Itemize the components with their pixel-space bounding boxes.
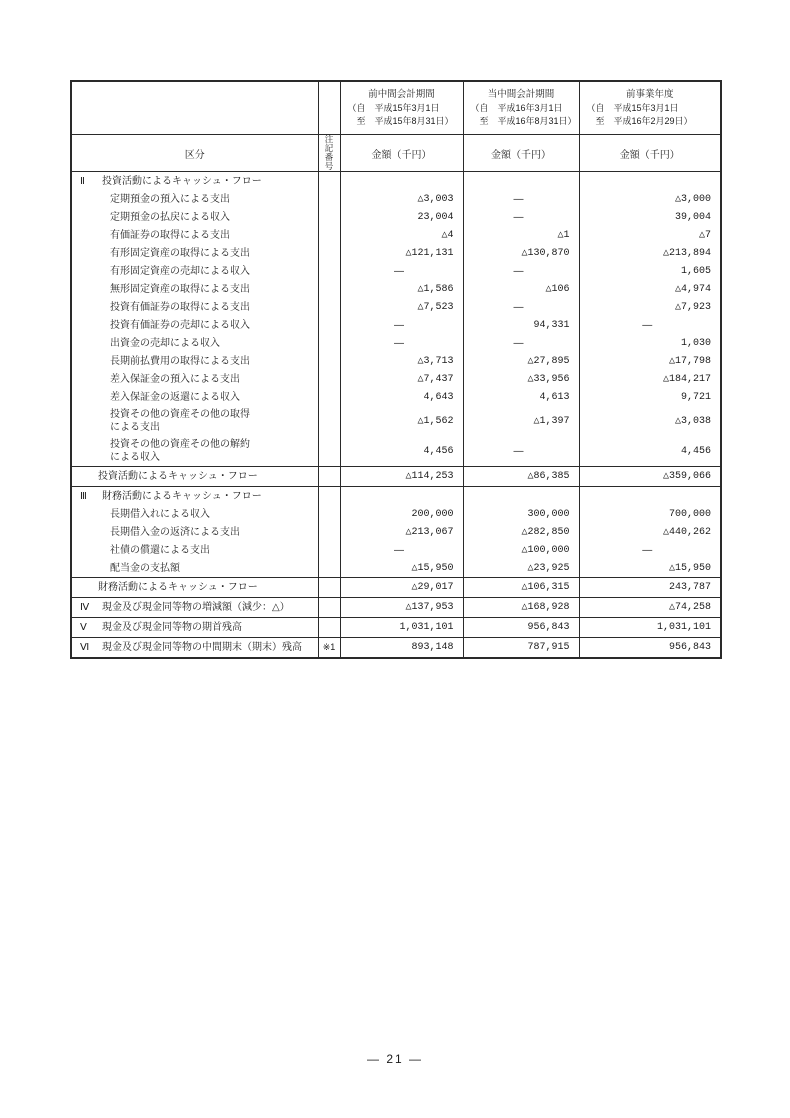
cell-category bbox=[71, 172, 318, 191]
cell-amount-period-2: — bbox=[463, 190, 579, 208]
cell-category bbox=[71, 388, 318, 406]
table-row bbox=[71, 172, 721, 191]
cell-note-number bbox=[318, 226, 340, 244]
cell-amount-period-3: 1,605 bbox=[579, 262, 721, 280]
row-label: 長期前払費用の取得による支出 bbox=[110, 355, 250, 367]
header-spacer-category bbox=[71, 81, 318, 135]
row-label-line2: による支出 bbox=[110, 422, 160, 433]
cell-category bbox=[71, 280, 318, 298]
cell-note-number bbox=[318, 523, 340, 541]
cell-note-number bbox=[318, 298, 340, 316]
table-row bbox=[71, 244, 721, 262]
cell-note-number bbox=[318, 559, 340, 578]
cell-amount-period-1: 4,456 bbox=[340, 436, 463, 467]
cell-category bbox=[71, 406, 318, 436]
row-label: 投資有価証券の売却による収入 bbox=[110, 319, 250, 331]
cell-amount-period-1: — bbox=[340, 262, 463, 280]
table-row bbox=[71, 316, 721, 334]
cell-amount-period-3: △3,038 bbox=[579, 406, 721, 436]
cell-category bbox=[71, 541, 318, 559]
table-row bbox=[71, 436, 721, 467]
cell-amount-period-2: △1 bbox=[463, 226, 579, 244]
cell-category bbox=[71, 370, 318, 388]
cell-amount-period-3: △7 bbox=[579, 226, 721, 244]
cell-category bbox=[71, 523, 318, 541]
cell-note-number bbox=[318, 467, 340, 487]
cell-amount-period-2: 94,331 bbox=[463, 316, 579, 334]
cell-amount-period-3: 1,030 bbox=[579, 334, 721, 352]
cell-amount-period-1: △4 bbox=[340, 226, 463, 244]
cell-amount-period-3: 4,456 bbox=[579, 436, 721, 467]
row-label: 投資活動によるキャッシュ・フロー bbox=[98, 471, 258, 482]
section-numeral: Ⅵ bbox=[80, 642, 90, 653]
cell-category bbox=[71, 262, 318, 280]
cell-category bbox=[71, 208, 318, 226]
cell-amount-period-1: △1,586 bbox=[340, 280, 463, 298]
cell-amount-period-1: △7,437 bbox=[340, 370, 463, 388]
row-label: 差入保証金の預入による支出 bbox=[110, 373, 240, 385]
period-header-prev-interim bbox=[340, 81, 463, 135]
cell-amount-period-2 bbox=[463, 487, 579, 506]
cell-category bbox=[71, 487, 318, 506]
cell-note-number bbox=[318, 578, 340, 598]
row-label: 投資活動によるキャッシュ・フロー bbox=[102, 175, 262, 187]
period-title: 前事業年度 bbox=[625, 89, 674, 100]
row-label: 社債の償還による支出 bbox=[110, 544, 210, 556]
cell-amount-period-2: △168,928 bbox=[463, 598, 579, 618]
cell-amount-period-2: — bbox=[463, 436, 579, 467]
section-numeral: Ⅴ bbox=[80, 622, 87, 633]
table-row bbox=[71, 388, 721, 406]
cell-amount-period-2: — bbox=[463, 298, 579, 316]
cell-amount-period-1: 893,148 bbox=[340, 638, 463, 659]
cell-amount-period-3: △7,923 bbox=[579, 298, 721, 316]
cell-amount-period-1: △213,067 bbox=[340, 523, 463, 541]
amount-column-header-1: 金額（千円） bbox=[340, 135, 463, 172]
row-label: 投資その他の資産その他の取得 による支出 bbox=[110, 409, 250, 433]
cell-amount-period-2 bbox=[463, 172, 579, 191]
note-label-line1: 注記 bbox=[324, 134, 334, 153]
cell-amount-period-2: — bbox=[463, 262, 579, 280]
cell-amount-period-2: 4,613 bbox=[463, 388, 579, 406]
period-from: （自 平成16年3月1日 bbox=[470, 103, 563, 113]
cell-amount-period-2: △27,895 bbox=[463, 352, 579, 370]
period-header-prev-fiscal-year bbox=[579, 81, 721, 135]
period-header-current-interim bbox=[463, 81, 579, 135]
cell-amount-period-1: △15,950 bbox=[340, 559, 463, 578]
cell-note-number bbox=[318, 505, 340, 523]
cell-amount-period-2: △106,315 bbox=[463, 578, 579, 598]
cell-category bbox=[71, 436, 318, 467]
row-label: 無形固定資産の取得による支出 bbox=[110, 283, 250, 295]
cell-note-number bbox=[318, 487, 340, 506]
cell-amount-period-2: 300,000 bbox=[463, 505, 579, 523]
period-title: 前中間会計期間 bbox=[368, 89, 435, 100]
category-column-header: 区分 bbox=[71, 135, 318, 172]
table-row bbox=[71, 334, 721, 352]
cell-amount-period-3: 956,843 bbox=[579, 638, 721, 659]
table-row bbox=[71, 505, 721, 523]
note-number-column-header bbox=[318, 135, 340, 172]
table-body bbox=[71, 172, 721, 659]
row-label: 長期借入れによる収入 bbox=[110, 508, 210, 520]
cell-note-number bbox=[318, 352, 340, 370]
amount-column-header-3: 金額（千円） bbox=[579, 135, 721, 172]
cell-category bbox=[71, 244, 318, 262]
row-label: 出資金の売却による収入 bbox=[110, 337, 220, 349]
cell-amount-period-1: △137,953 bbox=[340, 598, 463, 618]
cell-amount-period-2: △100,000 bbox=[463, 541, 579, 559]
row-label: 現金及び現金同等物の中間期末（期末）残高 bbox=[102, 642, 302, 653]
cell-amount-period-3: △213,894 bbox=[579, 244, 721, 262]
cell-category bbox=[71, 598, 318, 618]
cell-amount-period-3: 9,721 bbox=[579, 388, 721, 406]
table-row bbox=[71, 559, 721, 578]
table-row bbox=[71, 208, 721, 226]
row-label: 投資その他の資産その他の解約 による収入 bbox=[110, 439, 250, 463]
row-label: 差入保証金の返還による収入 bbox=[110, 391, 240, 403]
table-row bbox=[71, 226, 721, 244]
table-row bbox=[71, 598, 721, 618]
table-row bbox=[71, 578, 721, 598]
cell-amount-period-1: 23,004 bbox=[340, 208, 463, 226]
cell-amount-period-1: △114,253 bbox=[340, 467, 463, 487]
table-row bbox=[71, 298, 721, 316]
cell-amount-period-1: △121,131 bbox=[340, 244, 463, 262]
cell-note-number bbox=[318, 618, 340, 638]
cell-amount-period-1: △7,523 bbox=[340, 298, 463, 316]
period-title: 当中間会計期間 bbox=[487, 89, 555, 100]
section-numeral: Ⅱ bbox=[80, 175, 85, 187]
cell-amount-period-2: △282,850 bbox=[463, 523, 579, 541]
cell-category bbox=[71, 334, 318, 352]
cash-flow-statement-table bbox=[70, 80, 722, 659]
page-number: — 21 — bbox=[366, 1052, 423, 1066]
row-label: 投資有価証券の取得による支出 bbox=[110, 301, 250, 313]
table-row bbox=[71, 638, 721, 659]
section-numeral: Ⅳ bbox=[80, 602, 90, 613]
table-row bbox=[71, 262, 721, 280]
cell-category bbox=[71, 618, 318, 638]
cell-note-number bbox=[318, 190, 340, 208]
cell-category bbox=[71, 352, 318, 370]
row-label: 長期借入金の返済による支出 bbox=[110, 526, 240, 538]
row-label: 有価証券の取得による支出 bbox=[110, 229, 230, 241]
table-row bbox=[71, 467, 721, 487]
cell-amount-period-3: △440,262 bbox=[579, 523, 721, 541]
cell-amount-period-3: 1,031,101 bbox=[579, 618, 721, 638]
cell-amount-period-1: △1,562 bbox=[340, 406, 463, 436]
section-numeral: Ⅲ bbox=[80, 490, 87, 502]
cell-category bbox=[71, 190, 318, 208]
cell-category bbox=[71, 505, 318, 523]
period-from: （自 平成15年3月1日 bbox=[586, 103, 679, 113]
cell-amount-period-1 bbox=[340, 172, 463, 191]
cell-category bbox=[71, 467, 318, 487]
table-row bbox=[71, 190, 721, 208]
period-to: 至 平成15年8月31日） bbox=[347, 116, 454, 126]
period-to: 至 平成16年2月29日） bbox=[586, 116, 693, 126]
table-row bbox=[71, 541, 721, 559]
cell-category bbox=[71, 559, 318, 578]
row-label: 財務活動によるキャッシュ・フロー bbox=[102, 490, 262, 502]
cell-amount-period-2: △33,956 bbox=[463, 370, 579, 388]
cell-amount-period-3 bbox=[579, 172, 721, 191]
cell-amount-period-1: 1,031,101 bbox=[340, 618, 463, 638]
cell-amount-period-2: △130,870 bbox=[463, 244, 579, 262]
table-row bbox=[71, 618, 721, 638]
cell-note-number bbox=[318, 406, 340, 436]
cell-amount-period-3: △359,066 bbox=[579, 467, 721, 487]
cell-amount-period-3: △17,798 bbox=[579, 352, 721, 370]
cell-amount-period-3: — bbox=[579, 316, 721, 334]
cell-note-number: ※1 bbox=[318, 638, 340, 659]
cell-amount-period-3: △15,950 bbox=[579, 559, 721, 578]
period-header-row bbox=[71, 81, 721, 135]
cell-amount-period-1: △29,017 bbox=[340, 578, 463, 598]
cell-category bbox=[71, 226, 318, 244]
cell-amount-period-2: △1,397 bbox=[463, 406, 579, 436]
row-label: 有形固定資産の売却による収入 bbox=[110, 265, 250, 277]
row-label: 現金及び現金同等物の増減額（減少：△） bbox=[102, 602, 290, 613]
row-label: 配当金の支払額 bbox=[110, 562, 180, 574]
cell-amount-period-2: △106 bbox=[463, 280, 579, 298]
cell-category bbox=[71, 638, 318, 659]
cell-category bbox=[71, 316, 318, 334]
cell-amount-period-2: △86,385 bbox=[463, 467, 579, 487]
cell-amount-period-1: △3,713 bbox=[340, 352, 463, 370]
cell-note-number bbox=[318, 388, 340, 406]
cell-amount-period-3: 39,004 bbox=[579, 208, 721, 226]
cell-amount-period-2: — bbox=[463, 334, 579, 352]
cell-amount-period-1: △3,003 bbox=[340, 190, 463, 208]
cell-amount-period-3: — bbox=[579, 541, 721, 559]
cell-amount-period-2: 787,915 bbox=[463, 638, 579, 659]
cell-amount-period-2: — bbox=[463, 208, 579, 226]
cell-note-number bbox=[318, 172, 340, 191]
cell-amount-period-1: — bbox=[340, 334, 463, 352]
cell-note-number bbox=[318, 436, 340, 467]
row-label: 有形固定資産の取得による支出 bbox=[110, 247, 250, 259]
row-label: 定期預金の払戻による収入 bbox=[110, 211, 230, 223]
cell-category bbox=[71, 578, 318, 598]
row-label-line2: による収入 bbox=[110, 452, 160, 463]
cell-note-number bbox=[318, 316, 340, 334]
table-row bbox=[71, 352, 721, 370]
cell-amount-period-1 bbox=[340, 487, 463, 506]
cell-amount-period-3: 243,787 bbox=[579, 578, 721, 598]
cell-note-number bbox=[318, 334, 340, 352]
amount-column-header-2: 金額（千円） bbox=[463, 135, 579, 172]
row-label: 現金及び現金同等物の期首残高 bbox=[102, 622, 242, 633]
cell-amount-period-1: — bbox=[340, 541, 463, 559]
cell-amount-period-1: 4,643 bbox=[340, 388, 463, 406]
table-row bbox=[71, 487, 721, 506]
cell-note-number bbox=[318, 370, 340, 388]
cell-amount-period-1: 200,000 bbox=[340, 505, 463, 523]
cell-amount-period-2: △23,925 bbox=[463, 559, 579, 578]
cell-note-number bbox=[318, 244, 340, 262]
cell-note-number bbox=[318, 598, 340, 618]
period-from: （自 平成15年3月1日 bbox=[347, 103, 440, 113]
column-label-row bbox=[71, 135, 721, 172]
cell-note-number bbox=[318, 208, 340, 226]
row-label: 定期預金の預入による支出 bbox=[110, 193, 230, 205]
cell-note-number bbox=[318, 262, 340, 280]
period-to: 至 平成16年8月31日） bbox=[470, 116, 577, 126]
cell-note-number bbox=[318, 280, 340, 298]
cell-amount-period-3: △184,217 bbox=[579, 370, 721, 388]
note-label-line2: 番号 bbox=[324, 152, 334, 171]
cell-amount-period-3 bbox=[579, 487, 721, 506]
table-row bbox=[71, 280, 721, 298]
row-label: 財務活動によるキャッシュ・フロー bbox=[98, 582, 258, 593]
cell-amount-period-1: — bbox=[340, 316, 463, 334]
cell-amount-period-2: 956,843 bbox=[463, 618, 579, 638]
table-row bbox=[71, 370, 721, 388]
header-spacer-note bbox=[318, 81, 340, 135]
cell-amount-period-3: △3,000 bbox=[579, 190, 721, 208]
table-row bbox=[71, 406, 721, 436]
cell-amount-period-3: 700,000 bbox=[579, 505, 721, 523]
cell-amount-period-3: △74,258 bbox=[579, 598, 721, 618]
cell-amount-period-3: △4,974 bbox=[579, 280, 721, 298]
cell-category bbox=[71, 298, 318, 316]
table-row bbox=[71, 523, 721, 541]
cell-note-number bbox=[318, 541, 340, 559]
